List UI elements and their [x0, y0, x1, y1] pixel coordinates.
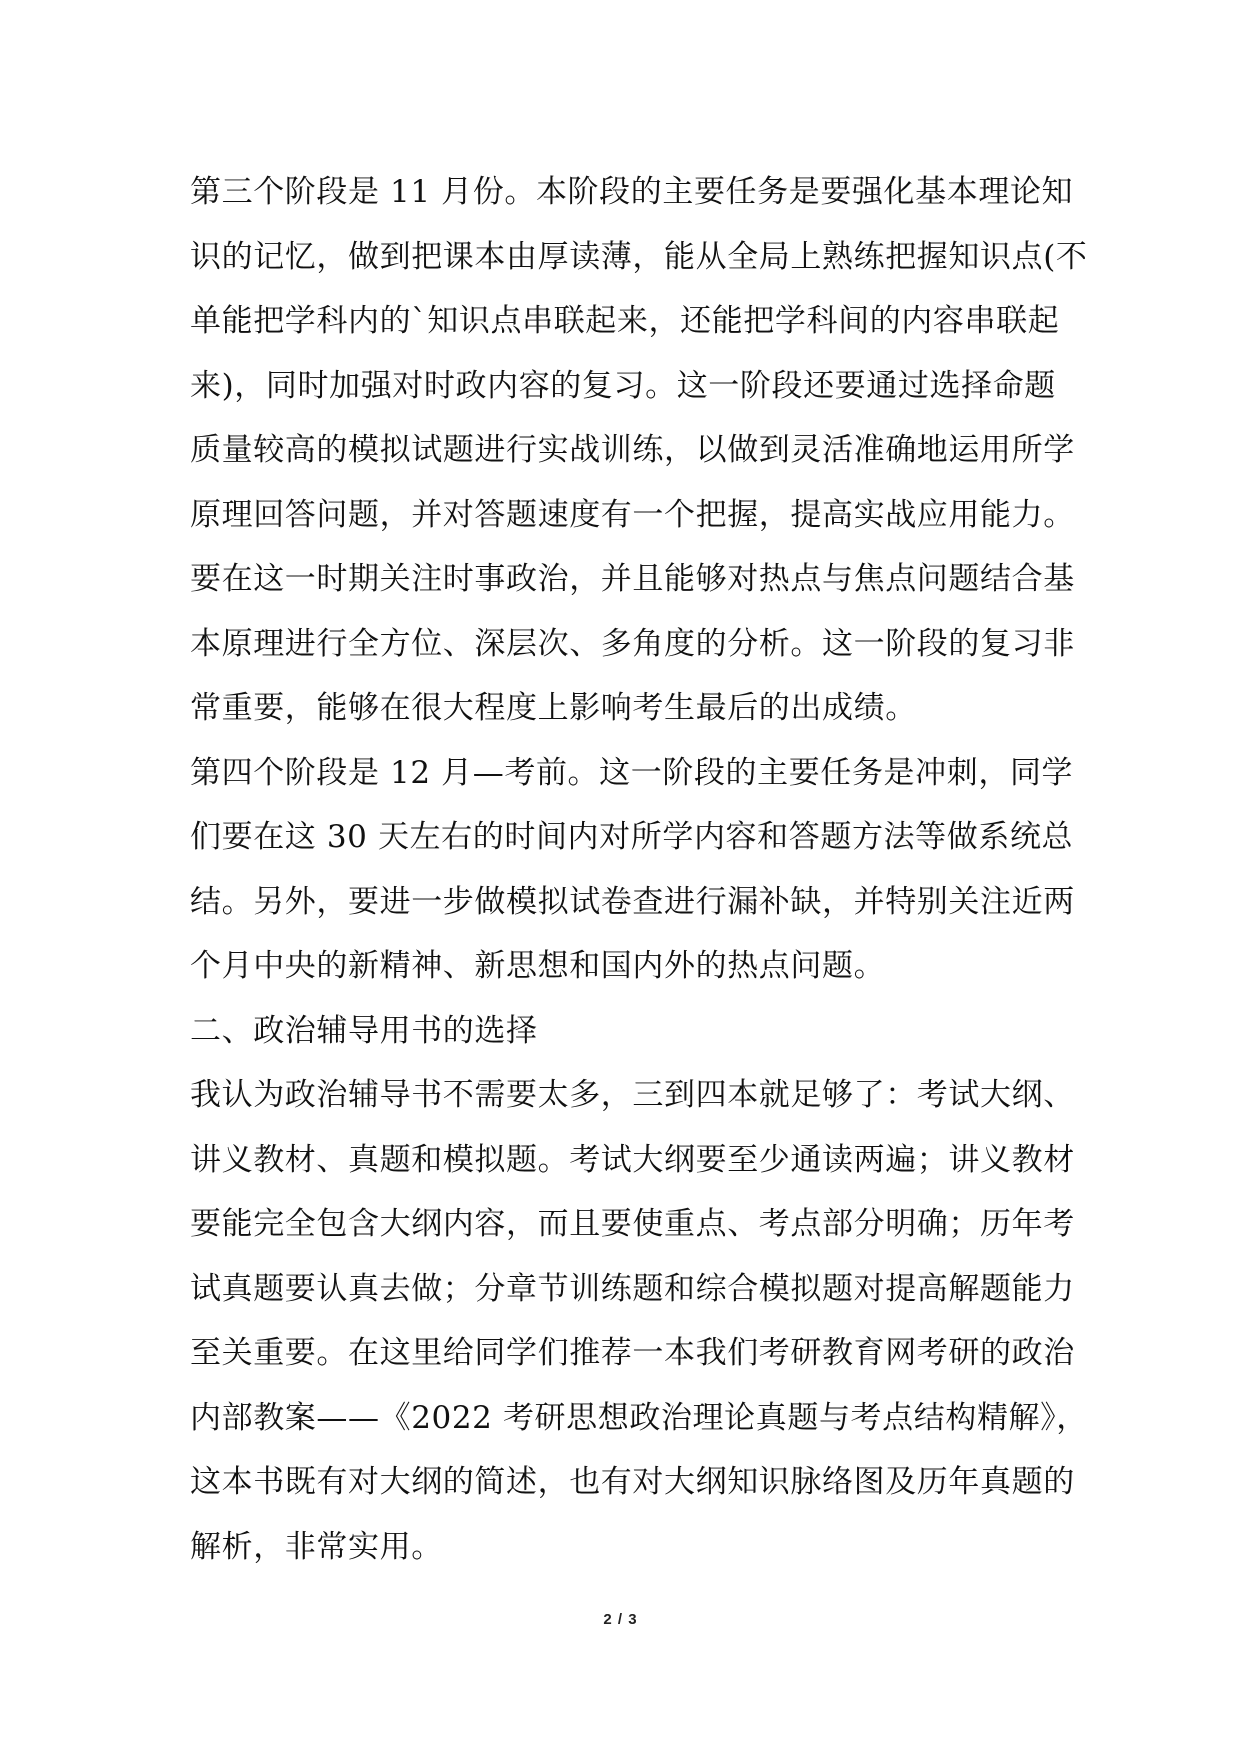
text-line: 我认为政治辅导书不需要太多，三到四本就足够了：考试大纲、: [190, 1077, 1075, 1113]
body-text: [190, 160, 1088, 1579]
section-heading: 二、政治辅导用书的选择: [190, 1012, 538, 1049]
text-line: 本原理进行全方位、深层次、多角度的分析。这一阶段的复习非: [190, 625, 1075, 662]
text-line: 第四个阶段是 12 月—考前。这一阶段的主要任务是冲刺，同学: [190, 754, 1074, 791]
text-line: 要在这一时期关注时事政治，并且能够对热点与焦点问题结合基: [190, 561, 1075, 597]
page-number: 2 / 3: [603, 1611, 638, 1628]
text-line: 讲义教材、真题和模拟题。考试大纲要至少通读两遍；讲义教材: [190, 1141, 1075, 1178]
text-line: 识的记忆，做到把课本由厚读薄，能从全局上熟练把握知识点(不: [190, 238, 1088, 275]
text-line: 试真题要认真去做；分章节训练题和综合模拟题对提高解题能力: [190, 1270, 1075, 1307]
text-line: 第三个阶段是 11 月份。本阶段的主要任务是要强化基本理论知: [190, 174, 1074, 210]
text-line: 内部教案——《2022 考研思想政治理论真题与考点结构精解》，: [190, 1399, 1088, 1436]
text-line: 单能把学科内的`知识点串联起来，还能把学科间的内容串联起: [190, 303, 1060, 339]
text-line: 要能完全包含大纲内容，而且要使重点、考点部分明确；历年考: [190, 1206, 1075, 1242]
text-line: 们要在这 30 天左右的时间内对所学内容和答题方法等做系统总: [190, 819, 1074, 855]
text-line: 解析，非常实用。: [190, 1528, 443, 1565]
text-line: 原理回答问题，并对答题速度有一个把握，提高实战应用能力。: [190, 496, 1075, 533]
text-line: 结。另外，要进一步做模拟试卷查进行漏补缺，并特别关注近两: [190, 883, 1075, 920]
text-line: 来)，同时加强对时政内容的复习。这一阶段还要通过选择命题: [190, 367, 1056, 404]
text-line: 这本书既有对大纲的简述，也有对大纲知识脉络图及历年真题的: [190, 1464, 1075, 1500]
text-line: 个月中央的新精神、新思想和国内外的热点问题。: [190, 948, 886, 984]
text-line: 常重要，能够在很大程度上影响考生最后的出成绩。: [190, 690, 917, 726]
text-line: 至关重要。在这里给同学们推荐一本我们考研教育网考研的政治: [190, 1335, 1075, 1371]
text-line: 质量较高的模拟试题进行实战训练，以做到灵活准确地运用所学: [190, 432, 1075, 468]
